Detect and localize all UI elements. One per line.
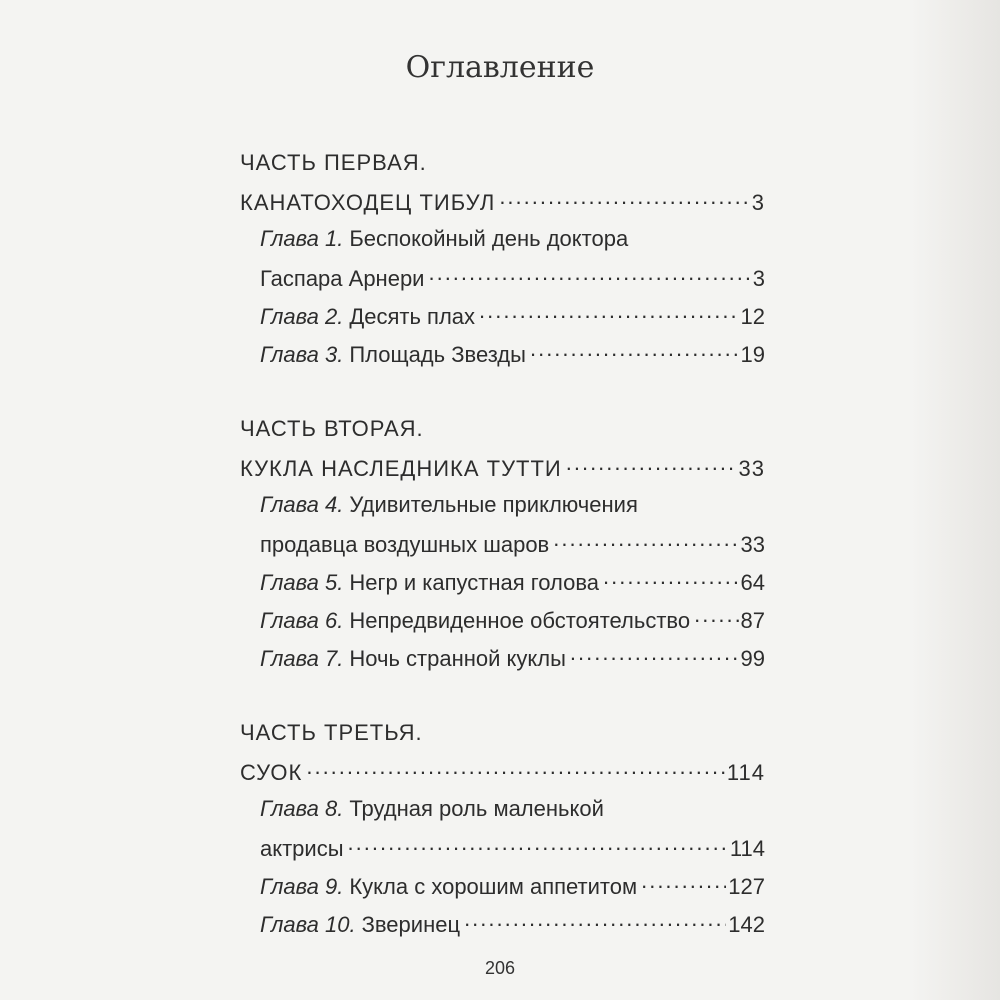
chapter-entry	[240, 568, 765, 606]
leader-dots	[462, 910, 726, 932]
page-number: 127	[728, 874, 765, 899]
leader-dots	[426, 264, 750, 286]
part-title: КАНАТОХОДЕЦ ТИБУЛ	[240, 190, 496, 215]
leader-dots	[304, 758, 725, 780]
chapter-number: Глава 8.	[260, 796, 344, 821]
chapter-entry	[240, 340, 765, 378]
leader-dots	[477, 302, 738, 324]
chapter-title: Площадь Звезды	[349, 342, 526, 367]
leader-dots	[639, 872, 726, 894]
chapter-title-cont: Гаспара Арнери	[260, 266, 425, 291]
chapter-title: Беспокойный день доктора	[349, 226, 629, 251]
chapter-title: Ночь странной куклы	[349, 646, 566, 671]
page-number: 142	[728, 912, 765, 937]
leader-dots	[601, 568, 738, 590]
chapter-number: Глава 5.	[260, 570, 344, 595]
part-label: ЧАСТЬ ПЕРВАЯ.	[240, 150, 427, 175]
chapter-number: Глава 10.	[260, 912, 356, 937]
chapter-title: Десять плах	[349, 304, 476, 329]
leader-dots	[551, 530, 738, 552]
leader-dots	[692, 606, 738, 628]
chapter-number: Глава 6.	[260, 608, 344, 633]
part-title: СУОК	[240, 760, 303, 785]
page-number: 33	[738, 456, 765, 481]
chapter-entry-cont	[240, 264, 765, 302]
page-number: 87	[740, 608, 765, 633]
page-number: 99	[740, 646, 765, 671]
page-number: 3	[752, 266, 765, 291]
leader-dots	[568, 644, 739, 666]
leader-dots	[346, 834, 728, 856]
chapter-number: Глава 4.	[260, 492, 344, 517]
page-number: 114	[726, 760, 765, 785]
part-label: ЧАСТЬ ТРЕТЬЯ.	[240, 720, 423, 745]
chapter-title: Кукла с хорошим аппетитом	[349, 874, 638, 899]
leader-dots	[528, 340, 739, 362]
table-of-contents	[240, 150, 765, 986]
chapter-entry	[240, 644, 765, 682]
chapter-entry	[240, 302, 765, 340]
part-title: КУКЛА НАСЛЕДНИКА ТУТТИ	[240, 456, 562, 481]
chapter-entry	[240, 796, 765, 834]
page-number: 33	[740, 532, 765, 557]
chapter-title-cont: продавца воздушных шаров	[260, 532, 550, 557]
part-title-line	[240, 188, 765, 226]
page-number: 19	[740, 342, 765, 367]
chapter-title: Непредвиденное обстоятельство	[349, 608, 691, 633]
chapter-title: Трудная роль маленькой	[349, 796, 604, 821]
page-number: 12	[740, 304, 765, 329]
part-title-line	[240, 758, 765, 796]
toc-heading: Оглавление	[405, 50, 595, 85]
chapter-title: Зверинец	[361, 912, 461, 937]
chapter-entry	[240, 226, 765, 264]
page-folio: 206	[484, 958, 516, 978]
chapter-number: Глава 9.	[260, 874, 344, 899]
toc-part-1	[240, 150, 765, 378]
page-number: 114	[729, 836, 765, 861]
chapter-entry-cont	[240, 530, 765, 568]
chapter-title: Негр и капустная голова	[349, 570, 600, 595]
toc-part-2	[240, 416, 765, 682]
page-number: 3	[751, 190, 765, 215]
part-title-line	[240, 454, 765, 492]
toc-part-3	[240, 720, 765, 948]
chapter-entry	[240, 606, 765, 644]
chapter-number: Глава 7.	[260, 646, 344, 671]
chapter-number: Глава 2.	[260, 304, 344, 329]
part-label: ЧАСТЬ ВТОРАЯ.	[240, 416, 424, 441]
chapter-entry	[240, 910, 765, 948]
leader-dots	[497, 188, 749, 210]
chapter-title-cont: актрисы	[260, 836, 344, 861]
chapter-entry	[240, 492, 765, 530]
chapter-title: Удивительные приключения	[349, 492, 638, 517]
chapter-entry	[240, 872, 765, 910]
chapter-number: Глава 1.	[260, 226, 344, 251]
chapter-entry-cont	[240, 834, 765, 872]
leader-dots	[564, 454, 737, 476]
chapter-number: Глава 3.	[260, 342, 344, 367]
page-number: 64	[740, 570, 765, 595]
page-edge-shadow	[910, 0, 1000, 1000]
